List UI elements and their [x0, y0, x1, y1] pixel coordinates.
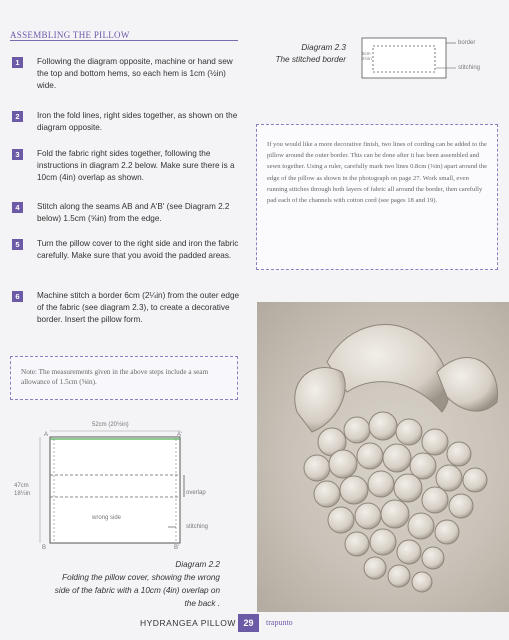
step-number: 6: [12, 291, 23, 302]
photo-illustration: [257, 302, 509, 614]
step-1: [12, 56, 244, 96]
step-text: Following the diagram opposite, machine or hand sew the top and bottom hems, so each hem is 1cm (½in) wide.: [37, 57, 233, 91]
leaf-top: [327, 325, 449, 412]
footer-subtitle: trapunto: [266, 618, 293, 627]
step-number: 5: [12, 239, 23, 250]
step-5: [12, 238, 244, 278]
step-number: 4: [12, 202, 23, 213]
sidebar-text: If you would like a more decorative finish, two lines of cording can be added to the pillow around the outer border. This can be done after it has been assembled and sewn together. Using a ruler, carefully mark two lines 0.8cm (⅓in) apart around the edge of the pillow as shown in the photograph on page 27. Work small, even running stitches through both layers of fabric all around the border, then carefully pad each of the channels with cotton cord (see pages 18 and 19).: [267, 141, 488, 205]
sidebar-box: [256, 124, 498, 270]
step-text: Machine stitch a border 6cm (2¼in) from the outer edge of the fabric (see diagram 2.3), to create a decorative border. Insert the pillow form.: [37, 291, 240, 325]
stitching-label: stitching: [458, 65, 481, 71]
step-number: 3: [12, 149, 23, 160]
diagram-2-2-caption-1: Folding the pillow cover, showing the wrong: [62, 573, 220, 582]
diagram-2-2-title: Diagram 2.2: [175, 560, 220, 569]
corner-b: B: [42, 545, 47, 551]
diagram-2-2-caption-3: the back .: [184, 599, 220, 608]
step-6: [12, 290, 244, 330]
border-label: border: [458, 40, 476, 46]
footer-title: HYDRANGEA PILLOW: [140, 618, 236, 628]
overlap-label: overlap: [186, 490, 206, 496]
note-text: Note: The measurements given in the above steps include a seam allowance of 1.5cm (⅝in).: [21, 368, 209, 386]
stitching-label: stitching: [186, 524, 209, 530]
hydrangea-photo: [257, 302, 509, 614]
step-number: 2: [12, 111, 23, 122]
inner-measure-label: 6cm 2½in: [362, 51, 372, 61]
page-number: 29: [238, 614, 259, 632]
step-text: Fold the fabric right sides together, following the instructions in diagram 2.2 below. Make sure there is a 10cm (4in) overlap as shown.: [37, 149, 235, 183]
diagram-2-3-title: Diagram 2.3: [301, 43, 346, 52]
fabric-rect: [50, 437, 180, 543]
corner-a-prime: A': [177, 432, 183, 438]
step-2: [12, 110, 244, 138]
height-label-imperial: 18½in: [14, 491, 31, 497]
diagram-2-2-caption-2: side of the fabric with a 10cm (4in) overlap on: [54, 586, 220, 595]
petal-cluster: [304, 412, 487, 592]
leaf-left: [295, 368, 345, 432]
step-text: Iron the fold lines, right sides together, as shown on the diagram opposite.: [37, 111, 238, 133]
heading-rule: [10, 40, 238, 41]
corner-b-prime: B': [174, 545, 180, 551]
step-text: Turn the pillow cover to the right side and iron the fabric carefully. Make sure that you avoid the padded areas.: [37, 239, 239, 261]
step-3: [12, 148, 244, 188]
wrong-side-label: wrong side: [92, 515, 122, 521]
note-box: [10, 356, 238, 400]
step-number: 1: [12, 57, 23, 68]
diagram-2-3-subtitle: The stitched border: [275, 55, 346, 64]
corner-a: A: [44, 432, 49, 438]
section-heading: ASSEMBLING THE PILLOW: [10, 30, 130, 40]
step-4: [12, 201, 244, 229]
height-label-metric: 47cm: [14, 483, 29, 489]
step-text: Stitch along the seams AB and A'B' (see Diagram 2.2 below) 1.5cm (⅝in) from the edge.: [37, 202, 230, 224]
width-label: 52cm (20½in): [92, 422, 129, 428]
